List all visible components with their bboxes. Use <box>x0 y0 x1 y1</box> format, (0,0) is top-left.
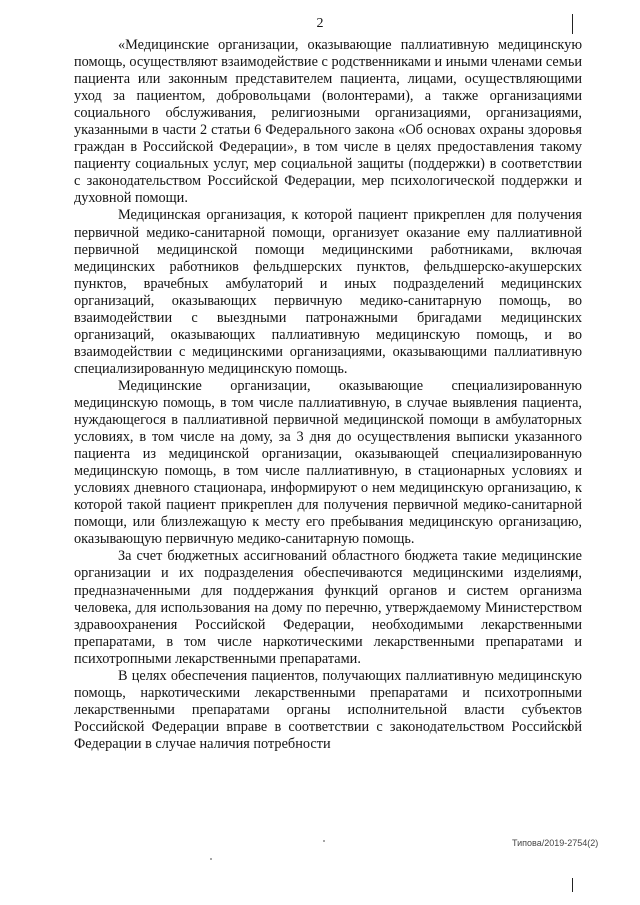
paragraph-narcotic-drugs-provision: В целях обеспечения пациентов, получающих паллиативную медицинскую помощь, наркотическими лекарственными препаратами и психотропными лекарственными препаратами органы исполнительной власти субъектов Российской Федерации вправе в соответствии с законодательством Российской Федерации в случае наличия потребности <box>74 667 582 752</box>
margin-mark <box>572 14 573 34</box>
document-body <box>74 37 582 753</box>
scan-speck <box>323 840 325 842</box>
margin-mark <box>572 878 573 892</box>
paragraph-budget-funding: За счет бюджетных ассигнований областного бюджета такие медицинские организации и их подразделения обеспечиваются медицинскими изделиями, предназначенными для поддержания функций органов и систем организма человека, для использования на дому по перечню, утверждаемому Министерством здравоохранения Российской Федерации, необходимыми лекарственными препаратами, в том числе наркотическими лекарственными препаратами и психотропными лекарственными препаратами. <box>74 548 582 667</box>
paragraph-specialized-care-notification: Медицинские организации, оказывающие специализированную медицинскую помощь, в том числе паллиативную, в случае выявления пациента, нуждающегося в паллиативной первичной медицинской помощи в амбулаторных условиях, в том числе на дому, за 3 дня до осуществления выписки указанного пациента из медицинской организации, оказывающей специализированную медицинскую помощь, в том числе паллиативную, в стационарных условиях и условиях дневного стационара, информируют о нем медицинскую организацию, к которой такой пациент прикреплен для получения первичной медико-санитарной помощи, или близлежащую к месту его пребывания медицинскую организацию, оказывающую первичную медико-санитарную помощь. <box>74 377 582 548</box>
paragraph-primary-care-organization: Медицинская организация, к которой пациент прикреплен для получения первичной медико-санитарной помощи, организует оказание ему паллиативной первичной медицинской помощи медицинскими работниками, включая медицинских работников фельдшерских пунктов, фельдшерско-акушерских пунктов, врачебных амбулаторий и иных подразделений медицинских организаций, оказывающих первичную медико-санитарную помощь, во взаимодействии с выездными патронажными бригадами медицинских организаций, оказывающих паллиативную медицинскую помощь, и во взаимодействии с медицинскими организациями, оказывающими паллиативную специализированную медицинскую помощь. <box>74 207 582 377</box>
page-number: 2 <box>316 16 324 31</box>
scan-speck <box>210 858 212 860</box>
paragraph-interaction-with-relatives: «Медицинские организации, оказывающие паллиативную медицинскую помощь, осуществляют взаимодействие с родственниками и иными членами семьи пациента или законным представителем пациента, лицами, осуществляющими уход за пациентом, добровольцами (волонтерами), а также организациями социального обслуживания, религиозными организациями, организациями, указанными в части 2 статьи 6 Федерального закона «Об основах охраны здоровья граждан в Российской Федерации», в том числе в целях предоставления такому пациенту социальных услуг, мер социальной защиты (поддержки) в соответствии с законодательством Российской Федерации, мер психологической поддержки и духовной помощи. <box>74 37 582 207</box>
document-code: Типова/2019-2754(2) <box>512 838 599 848</box>
